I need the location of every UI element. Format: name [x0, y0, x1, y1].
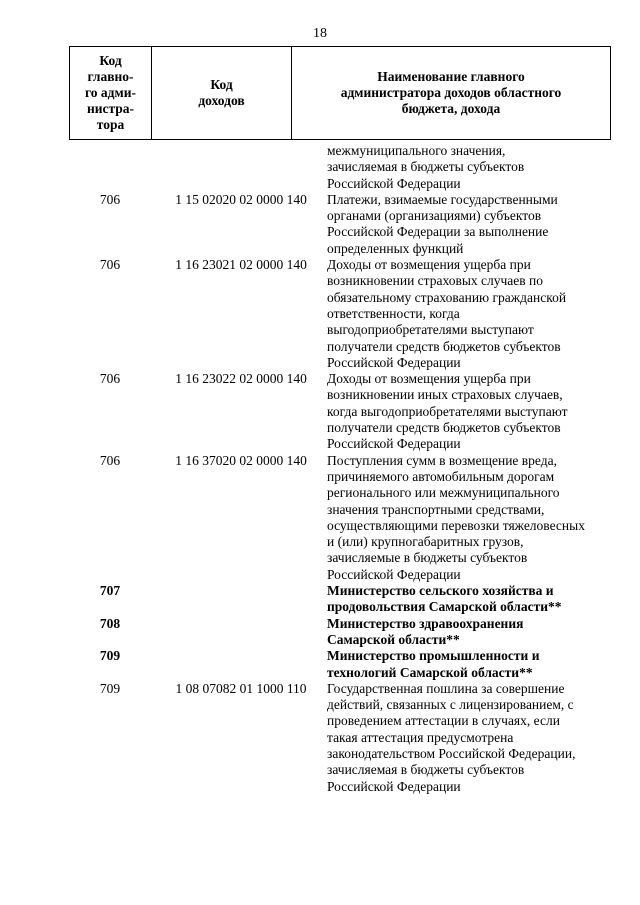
admin-code-cell: 706 [99, 371, 121, 387]
admin-code-cell [69, 143, 151, 192]
name-cell: Доходы от возмещения ущерба при возникновении страховых случаев по обязательному страхованию гражданской ответственности, когда выгодоприобретателями выступают получатели средств бюджетов субъектов Российской Федерации [327, 257, 567, 370]
admin-code-cell: 706 [99, 191, 121, 207]
table-row-administrator [69, 583, 611, 616]
name-cell: Министерство промышленности и технологий Самарской области** [327, 648, 540, 680]
income-code-cell: 1 08 07082 01 1000 110 [175, 680, 307, 696]
name-cell: Платежи, взимаемые государственными органами (организациями) субъектов Российской Федерации за выполнение определенных функций [327, 191, 558, 256]
header-admin-code: Код главно- го адми- нистра- тора [70, 47, 152, 139]
name-cell: Государственная пошлина за совершение действий, связанных с лицензированием, с проведением аттестации в случаях, если такая аттестация предусмотрена законодательством Российской Федерации, зачисляемая в бюджеты субъектов Российской Федерации [327, 680, 576, 794]
admin-code-cell: 709 [99, 680, 121, 696]
name-cell: Министерство здравоохранения Самарской области** [327, 615, 524, 647]
income-code-cell [151, 143, 327, 192]
income-code-cell [151, 616, 327, 649]
income-code-cell: 1 15 02020 02 0000 140 [175, 191, 307, 207]
admin-code-cell: 708 [99, 615, 121, 631]
header-income-code: Код доходов [152, 47, 292, 139]
admin-code-cell: 706 [99, 257, 121, 273]
admin-code-cell: 706 [99, 452, 121, 468]
header-admin-name: Наименование главного администратора доходов областного бюджета, дохода [340, 69, 562, 116]
page-number: 18 [313, 26, 327, 41]
table-row [69, 257, 611, 371]
table-row-administrator [69, 648, 611, 681]
table-row [69, 192, 611, 257]
table-row [69, 453, 611, 583]
admin-code-cell: 707 [99, 583, 121, 599]
table-header [69, 46, 611, 140]
table-row [69, 371, 611, 452]
table-row-administrator [69, 616, 611, 649]
name-cell: Поступления сумм в возмещение вреда, причиняемого автомобильным дорогам регионального или межмуниципального значения транспортными средствами, осуществляющими перевозки тяжеловесных и (или) крупногабаритных грузов, зачисляемые в бюджеты субъектов Российской Федерации [327, 452, 585, 582]
table-body [69, 143, 611, 795]
income-code-cell: 1 16 37020 02 0000 140 [175, 452, 307, 468]
income-code-cell [151, 648, 327, 681]
name-cell: Министерство сельского хозяйства и продовольствия Самарской области** [327, 583, 562, 615]
income-code-cell [151, 583, 327, 616]
table-row [69, 143, 611, 192]
name-cell: межмуниципального значения, зачисляемая в бюджеты субъектов Российской Федерации [327, 143, 525, 191]
name-cell: Доходы от возмещения ущерба при возникновении иных страховых случаев, когда выгодоприобретателями выступают получатели средств бюджетов субъектов Российской Федерации [327, 371, 568, 452]
table-row [69, 681, 611, 795]
admin-code-cell: 709 [99, 648, 121, 664]
income-code-cell: 1 16 23022 02 0000 140 [175, 371, 307, 387]
income-code-cell: 1 16 23021 02 0000 140 [175, 257, 307, 273]
